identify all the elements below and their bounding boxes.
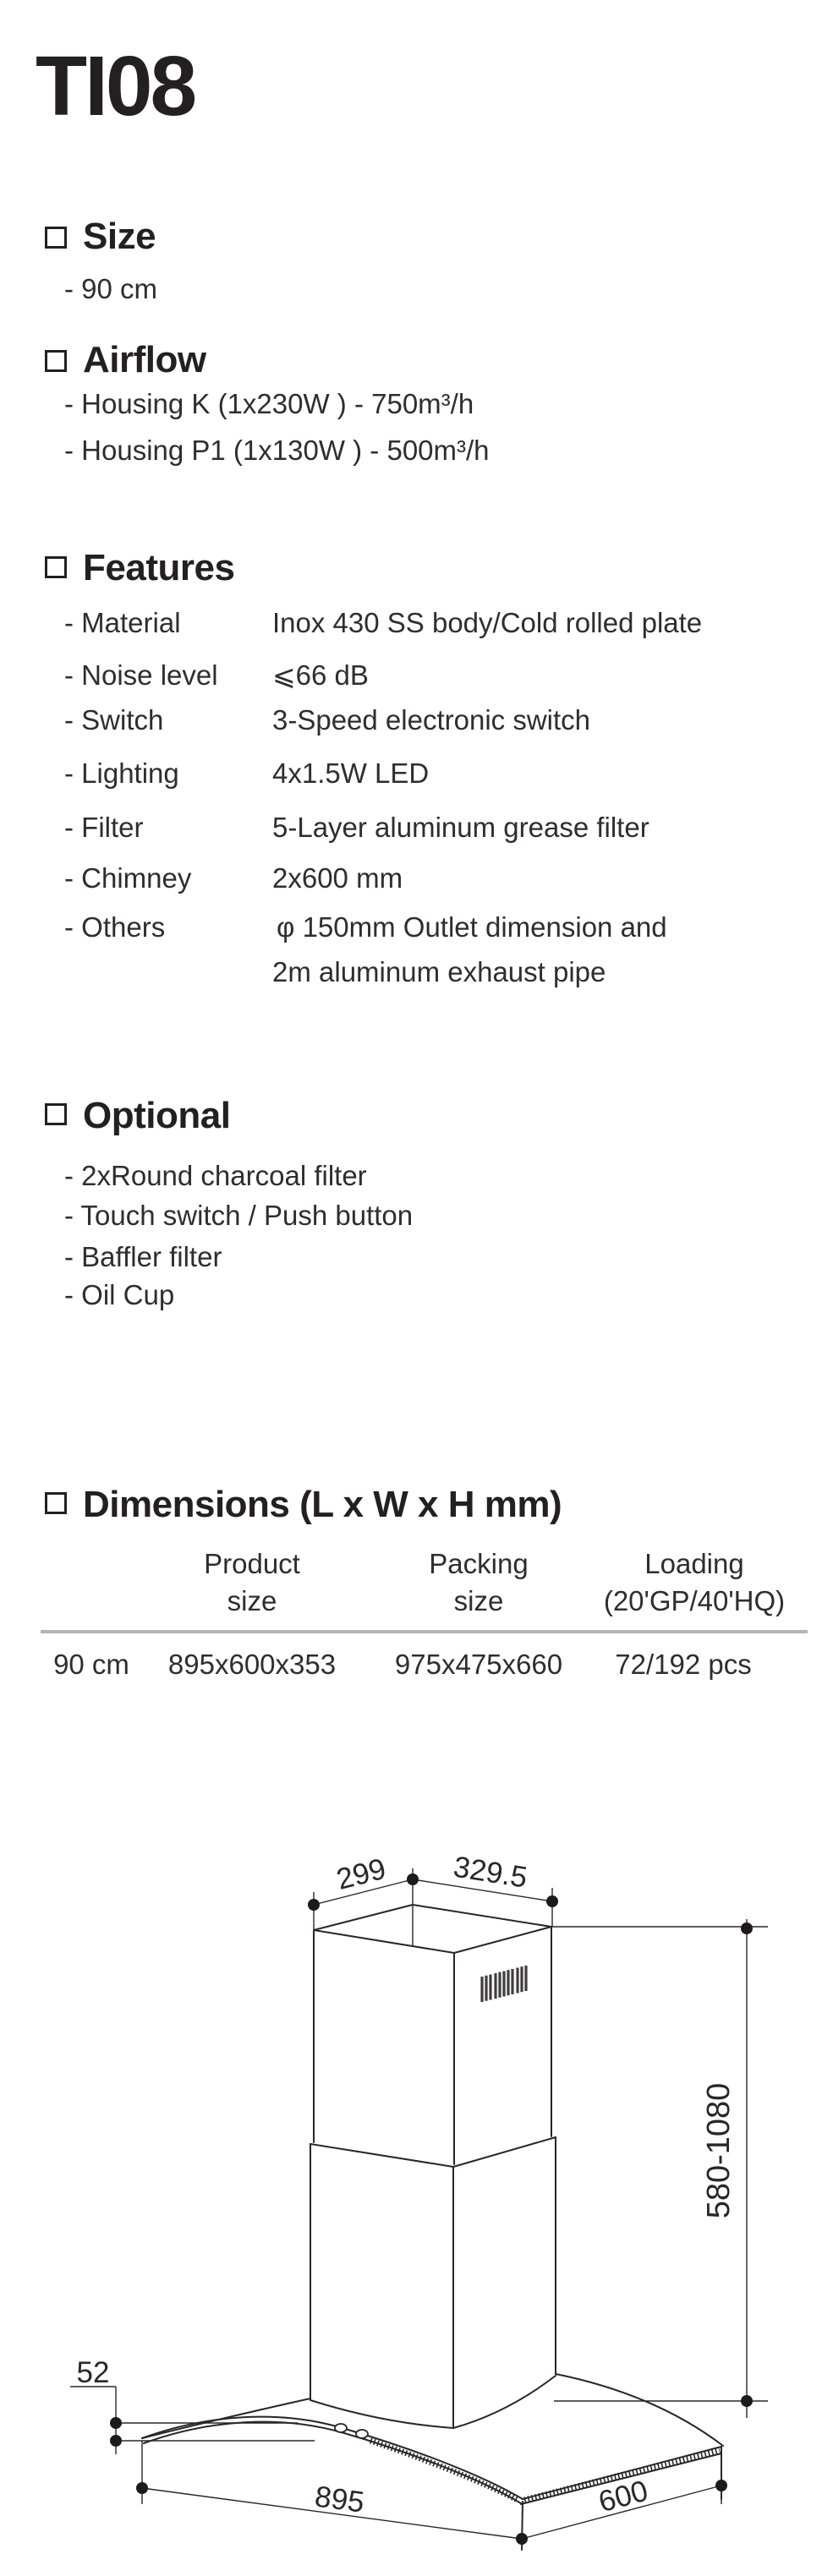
dim-label-body-depth: 600: [595, 2474, 652, 2519]
section-heading-dimensions: Dimensions (L x W x H mm): [83, 1484, 562, 1525]
section-bullet-icon: [45, 1492, 67, 1514]
feature-value: 5-Layer aluminum grease filter: [272, 812, 649, 843]
feature-label: - Chimney: [64, 862, 192, 894]
optional-item: - 2xRound charcoal filter: [64, 1160, 367, 1191]
dimension-lines: [70, 1868, 768, 2539]
table-cell-product: 895x600x353: [167, 1649, 337, 1680]
section-bullet-icon: [45, 556, 67, 578]
feature-label: - Material: [64, 607, 181, 638]
table-divider: [41, 1630, 808, 1633]
dim-label-canopy-height: 52: [76, 2356, 110, 2389]
section-heading-airflow: Airflow: [83, 339, 206, 380]
table-header-line: size: [227, 1585, 277, 1616]
dim-label-height-range: 580-1080: [701, 2082, 737, 2219]
feature-label: - Noise level: [64, 659, 218, 691]
section-bullet-icon: [45, 1103, 67, 1125]
dim-label-top-right-width: 329.5: [451, 1850, 530, 1895]
dimension-dots: [110, 1873, 753, 2545]
feature-label: - Filter: [64, 812, 144, 843]
section-heading-features: Features: [83, 547, 235, 588]
table-header-product-size: [151, 1545, 353, 1620]
feature-value: 4x1.5W LED: [272, 757, 430, 789]
section-bullet-icon: [45, 350, 67, 372]
optional-item: - Oil Cup: [64, 1279, 175, 1310]
vent-grille-icon: [482, 1966, 526, 2002]
section-heading-size: Size: [83, 216, 156, 257]
feature-value: 3-Speed electronic switch: [272, 704, 591, 736]
size-item: - 90 cm: [64, 273, 158, 304]
table-cell-size: 90 cm: [53, 1649, 129, 1680]
section-bullet-icon: [45, 227, 67, 249]
control-knob: [356, 2430, 368, 2438]
table-cell-packing: 975x475x660: [394, 1649, 563, 1680]
section-heading-optional: Optional: [83, 1095, 231, 1136]
feature-value: Inox 430 SS body/Cold rolled plate: [272, 607, 703, 638]
table-header-line: size: [453, 1585, 504, 1616]
feature-label: - Switch: [64, 704, 164, 736]
table-header-line: Loading: [644, 1548, 744, 1579]
optional-item: - Touch switch / Push button: [64, 1200, 414, 1231]
table-header-line: Packing: [429, 1548, 529, 1579]
table-header-loading: [572, 1545, 817, 1620]
feature-value: ⩽66 dB: [272, 659, 369, 691]
table-header-line: Product: [204, 1548, 300, 1579]
glass-rim-hatch: [370, 2441, 518, 2500]
dim-label-body-length: 895: [312, 2480, 367, 2519]
feature-value: 2x600 mm: [272, 862, 403, 894]
control-knob: [335, 2424, 347, 2432]
feature-value-line2: 2m aluminum exhaust pipe: [272, 956, 606, 987]
feature-value: φ 150mm Outlet dimension and: [277, 911, 667, 943]
airflow-item: - Housing P1 (1x130W ) - 500m³/h: [64, 435, 490, 466]
table-cell-loading: 72/192 pcs: [615, 1649, 752, 1680]
hood-outline: [142, 1905, 723, 2550]
dim-label-top-left-width: 299: [332, 1851, 390, 1897]
table-header-packing-size: [377, 1545, 580, 1620]
table-header-line: (20'GP/40'HQ): [603, 1585, 786, 1616]
feature-label: - Lighting: [64, 757, 179, 789]
airflow-item: - Housing K (1x230W ) - 750m³/h: [64, 388, 474, 419]
technical-drawing: [0, 1818, 833, 2576]
feature-label: - Others: [64, 911, 166, 943]
optional-item: - Baffler filter: [64, 1241, 222, 1272]
page-title: TI08: [36, 39, 195, 134]
